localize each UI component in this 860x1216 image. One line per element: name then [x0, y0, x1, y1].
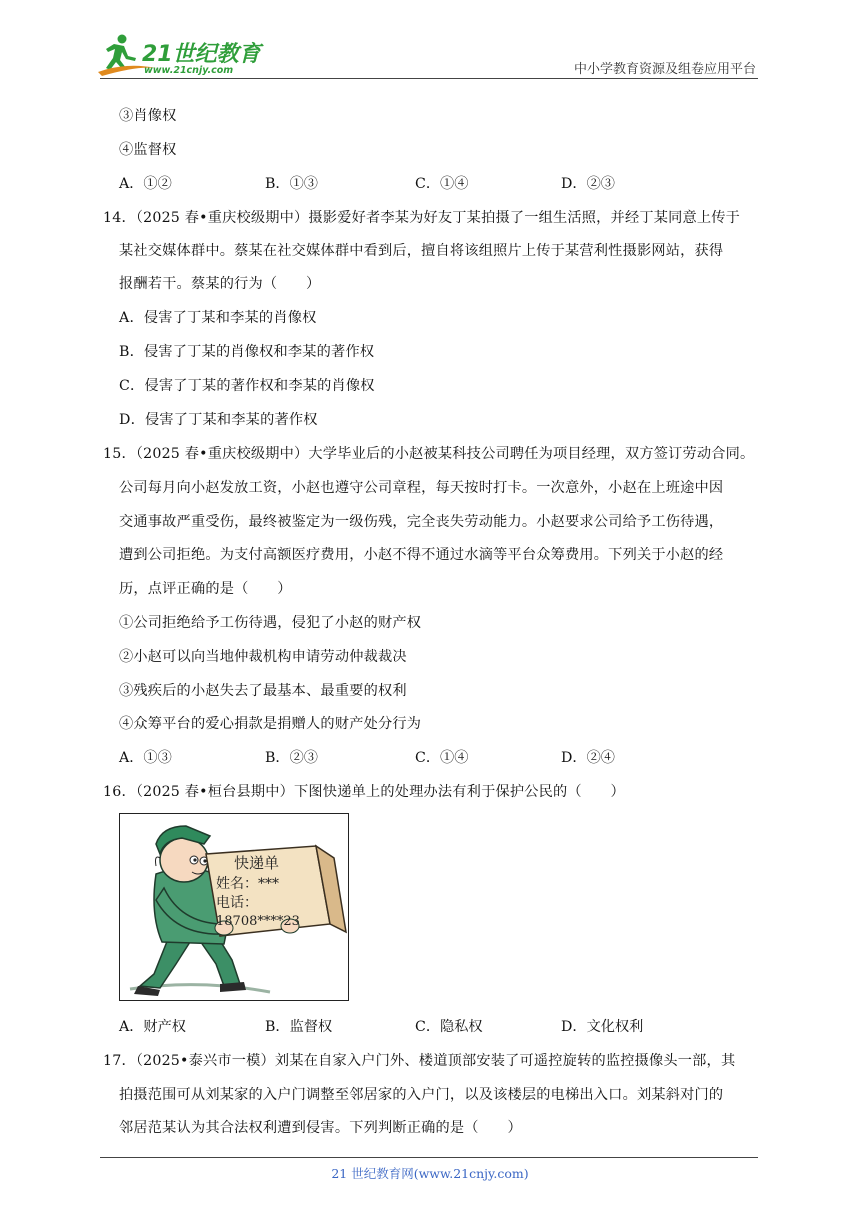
footer-divider: [100, 1157, 758, 1158]
option-c: C．①④: [415, 176, 469, 192]
q16-stem: 16．（2025 春•桓台县期中）下图快递单上的处理办法有利于保护公民的（ ）: [103, 784, 625, 800]
q15-stem-line-4: 遭到公司拒绝。为支付高额医疗费用，小赵不得不通过水滴等平台众筹费用。下列关于小赵的经: [119, 547, 724, 563]
option-d: D．②③: [561, 176, 615, 192]
platform-label: 中小学教育资源及组卷应用平台: [573, 62, 756, 77]
q14-option-a: A．侵害了丁某和李某的肖像权: [119, 310, 317, 326]
slip-phone-number: 18708****23: [216, 914, 300, 929]
logo-url: www.21cnjy.com: [144, 65, 234, 76]
q15-stem-line-3: 交通事故严重受伤，最终被鉴定为一级伤残，完全丧失劳动能力。小赵要求公司给予工伤待遇，: [119, 514, 724, 530]
slip-phone-label: 电话：: [216, 895, 258, 911]
slip-name: 姓名：***: [216, 876, 279, 892]
option-d: D．文化权利: [561, 1019, 644, 1035]
q15-stem-line-1: 15．（2025 春•重庆校级期中）大学毕业后的小赵被某科技公司聘任为项目经理，双方签订劳动合同。: [103, 446, 755, 462]
q14-option-c: C．侵害了丁某的著作权和李某的肖像权: [119, 378, 375, 394]
page-header: [0, 0, 860, 80]
option-a: A．①②: [119, 176, 172, 192]
q14-option-d: D．侵害了丁某和李某的著作权: [119, 412, 318, 428]
q17-stem-line-1: 17．（2025•泰兴市一模）刘某在自家入户门外、楼道顶部安装了可遥控旋转的监控摄像头一部，其: [103, 1053, 736, 1069]
q14-option-b: B．侵害了丁某的肖像权和李某的著作权: [119, 344, 375, 360]
option-c: C．隐私权: [415, 1019, 483, 1035]
q15-statement-1: ①公司拒绝给予工伤待遇，侵犯了小赵的财产权: [119, 615, 422, 631]
q15-statement-4: ④众筹平台的爱心捐款是捐赠人的财产处分行为: [119, 716, 422, 732]
option-b: B．②③: [265, 750, 318, 766]
logo-text: 21世纪教育: [142, 42, 261, 67]
statement-3: ③肖像权: [119, 108, 177, 124]
delivery-slip-illustration: [119, 813, 349, 1001]
footer-link[interactable]: 21 世纪教育网(www.21cnjy.com): [331, 1166, 529, 1181]
q17-stem-line-2: 拍摄范围可从刘某家的入户门调整至邻居家的入户门，以及该楼层的电梯出入口。刘某斜对门的: [119, 1087, 724, 1103]
q15-statement-3: ③残疾后的小赵失去了最基本、最重要的权利: [119, 683, 407, 699]
header-divider: [100, 78, 758, 79]
option-a: A．财产权: [119, 1019, 186, 1035]
q14-stem-line-3: 报酬若干。蔡某的行为（ ）: [119, 276, 321, 292]
option-d: D．②④: [561, 750, 615, 766]
option-a: A．①③: [119, 750, 172, 766]
option-c: C．①④: [415, 750, 469, 766]
q15-stem-line-2: 公司每月向小赵发放工资，小赵也遵守公司章程，每天按时打卡。一次意外，小赵在上班途中因: [119, 480, 724, 496]
statement-4: ④监督权: [119, 142, 177, 158]
site-logo: [96, 32, 266, 78]
slip-title: 快递单: [234, 854, 280, 872]
q14-stem-line-2: 某社交媒体群中。蔡某在社交媒体群中看到后，擅自将该组照片上传于某营利性摄影网站，获得: [119, 243, 724, 259]
q14-stem-line-1: 14．（2025 春•重庆校级期中）摄影爱好者李某为好友丁某拍摄了一组生活照，并经丁某同意上传于: [103, 210, 741, 226]
courier-cartoon: [120, 814, 348, 1000]
q17-stem-line-3: 邻居范某认为其合法权利遭到侵害。下列判断正确的是（ ）: [119, 1120, 522, 1136]
option-b: B．①③: [265, 176, 318, 192]
option-b: B．监督权: [265, 1019, 333, 1035]
q15-stem-line-5: 历，点评正确的是（ ）: [119, 581, 292, 597]
q15-statement-2: ②小赵可以向当地仲裁机构申请劳动仲裁裁决: [119, 649, 407, 665]
